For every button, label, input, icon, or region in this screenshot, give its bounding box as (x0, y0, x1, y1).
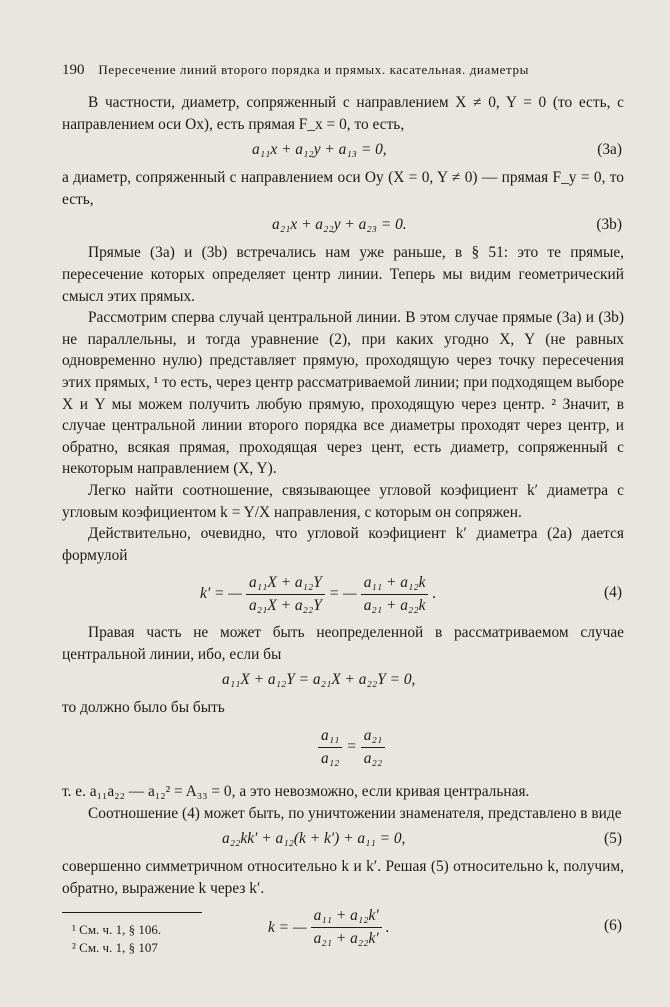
equation-condition-body: a₁₁X + a₁₂Y = a₂₁X + a₂₂Y = 0, (222, 671, 416, 689)
paragraph-10: Соотношение (4) может быть, по уничтожении знаменателя, представлено в виде (88, 804, 622, 822)
paragraph-8: то должно было бы быть (62, 699, 225, 717)
paragraph-5: Легко найти соотношение, связывающее угловой коэфициент k′ диаметра с угловым коэфициентом k = Y/X направления, с которым он сопряжен. (62, 481, 624, 521)
equation-4-number: (4) (604, 584, 622, 602)
ratio-equals: = (346, 738, 357, 756)
paragraph-9: т. е. a₁₁a₂₂ — a₁₂² = A₃₃ = 0, а это невозможно, если кривая центральная. (62, 783, 530, 801)
equation-4 (62, 568, 624, 620)
equation-6-number: (6) (604, 917, 622, 935)
equation-4-fraction-1 (246, 573, 325, 616)
equation-5-body: a₂₂kk′ + a₁₂(k + k′) + a₁₁ = 0, (222, 830, 406, 848)
equation-6-end: . (385, 918, 390, 936)
paragraph-4: Рассмотрим сперва случай центральной линии. В этом случае прямые (3a) и (3b) не параллельны, и тогда уравнение (2), при каких угодно X, Y (не равных одновременно нулю) представляет прямую, проходящую через точку пересечения этих прямых, ¹ то есть, через центр рассматриваемой линии; при подходящем выборе X и Y мы можем получить любую прямую, проходящую через центр. ² Значит, в случае центральной линии второго порядка все диаметры проходят через центр, и обратно, всякая прямая, проходящая через цент, есть диаметр, сопряженный с некоторым направлением (X, Y). (62, 309, 624, 478)
running-title: Пересечение линий второго порядка и прямых. касательная. диаметры (98, 62, 529, 77)
equation-4-mid: = — (328, 585, 357, 603)
page-body (62, 92, 624, 955)
fraction-denominator: a₂₁ + a₂₂k′ (313, 929, 379, 947)
footnote-2: ² См. ч. 1, § 107 (72, 940, 158, 955)
equation-condition (62, 669, 624, 693)
equation-ratio (62, 721, 624, 773)
equation-3a-body: a₁₁x + a₁₂y + a₁₃ = 0, (252, 141, 387, 159)
fraction-numerator: a₁₁ + a₁₂k′ (311, 906, 382, 928)
fraction-numerator: a₁₁ + a₁₂k (361, 573, 429, 595)
equation-3b-number: (3b) (596, 216, 622, 234)
equation-3a (62, 139, 624, 163)
fraction-denominator: a₂₁X + a₂₂Y (248, 596, 322, 614)
fraction-denominator: a₁₂ (321, 749, 340, 767)
equation-6-fraction (311, 906, 382, 949)
footnote-1: ¹ См. ч. 1, § 106. (72, 922, 162, 937)
fraction-denominator: a₂₁ + a₂₂k (363, 596, 426, 614)
equation-4-lhs: k′ = — (200, 585, 242, 603)
equation-5 (62, 828, 624, 852)
equation-6-lhs: k = — (268, 918, 307, 936)
paragraph-2: а диаметр, сопряженный с направлением оси Oy (X = 0, Y ≠ 0) — прямая F_y = 0, то есть, (62, 169, 624, 208)
page-number: 190 (62, 62, 85, 78)
equation-4-fraction-2 (361, 573, 429, 616)
equation-4-body (200, 568, 436, 620)
ratio-fraction-1 (318, 726, 342, 769)
equation-3a-number: (3a) (597, 141, 622, 159)
paragraph-11: совершенно симметричном относительно k и k′. Решая (5) относительно k, получим, обратно, выражение k через k′. (62, 858, 624, 897)
equation-ratio-body (314, 721, 389, 773)
fraction-numerator: a₁₁X + a₁₂Y (246, 573, 325, 595)
equation-3b-body: a₂₁x + a₂₂y + a₂₃ = 0. (272, 216, 407, 234)
paragraph-6: Действительно, очевидно, что угловой коэфициент k′ диаметра (2a) дается формулой (62, 525, 624, 564)
paragraph-1: В частности, диаметр, сопряженный с направлением X ≠ 0, Y = 0 (то есть, с направлением оси Ox), есть прямая F_x = 0, то есть, (62, 94, 624, 133)
equation-5-number: (5) (604, 830, 622, 848)
equation-6-body (268, 901, 390, 953)
fraction-numerator: a₁₁ (318, 726, 342, 748)
fraction-numerator: a₂₁ (361, 726, 385, 748)
paragraph-3: Прямые (3a) и (3b) встречались нам уже раньше, в § 51: это те прямые, пересечение которых определяет центр линии. Теперь мы видим геометрический смысл этих прямых. (62, 244, 624, 305)
equation-3b (62, 214, 624, 238)
equation-4-end: . (432, 585, 437, 603)
paragraph-7: Правая часть не может быть неопределенной в рассматриваемом случае центральной линии, ибо, если бы (62, 624, 624, 663)
ratio-fraction-2 (361, 726, 385, 769)
footnote-rule (62, 912, 202, 913)
running-header (62, 62, 622, 79)
fraction-denominator: a₂₂ (363, 749, 383, 767)
